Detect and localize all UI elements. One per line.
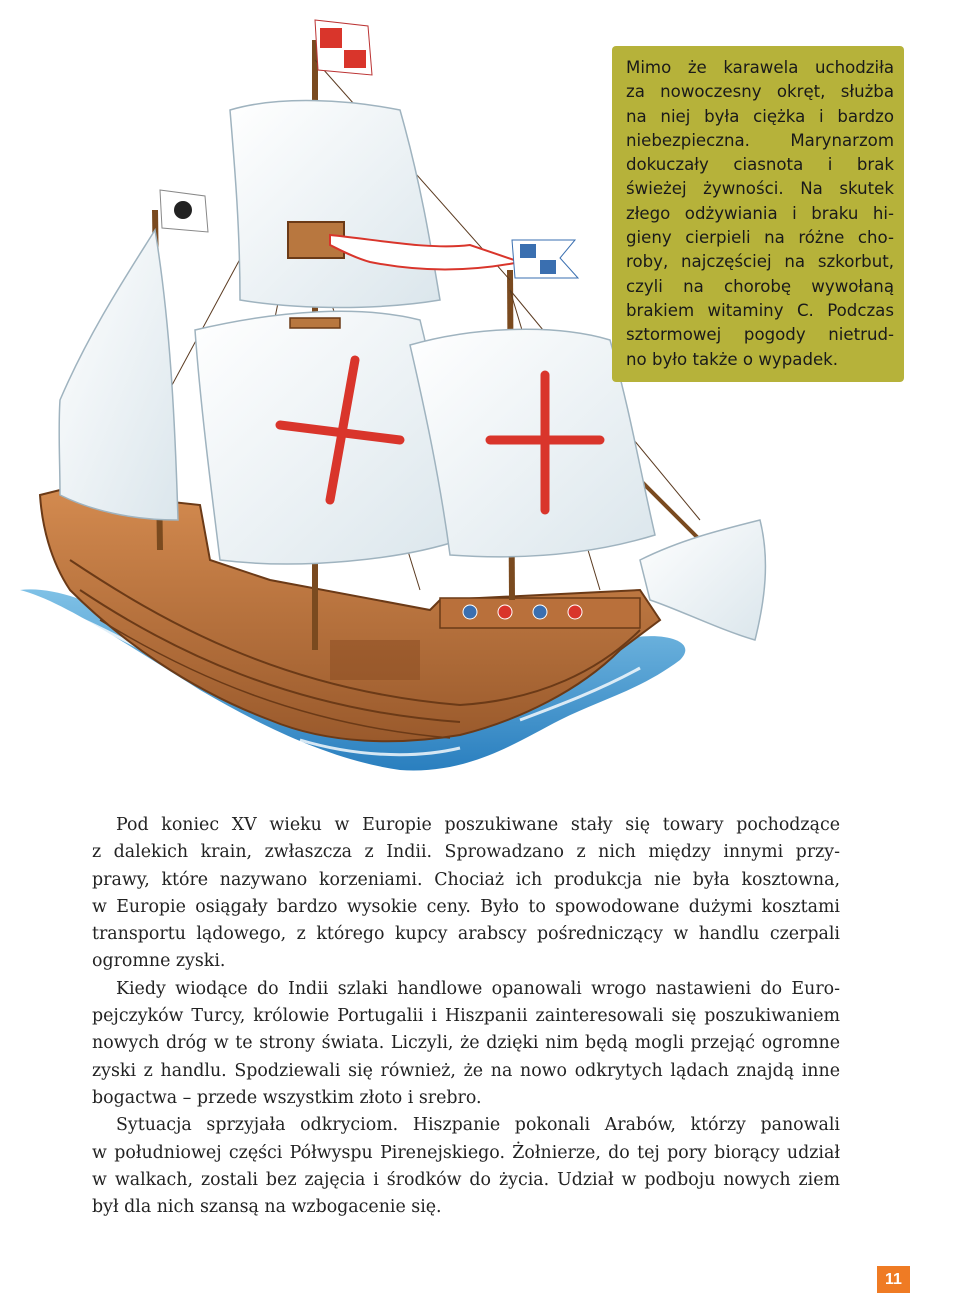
callout-line: na niej była ciężka i bardzo bbox=[626, 106, 894, 126]
paragraph-line: w Europie osiągały bardzo wysokie ceny. Było to spowodowane dużymi kosztami bbox=[92, 896, 840, 917]
paragraph-line: bogactwa – przede wszystkim złoto i srebro. bbox=[92, 1087, 482, 1108]
paragraph-line: prawy, które nazywano korzeniami. Chociaż ich produkcja nie była kosztowna, bbox=[92, 869, 840, 890]
callout-line: roby, najczęściej na szkorbut, bbox=[626, 252, 894, 272]
paragraph-line: w południowej części Półwyspu Pirenejskiego. Żołnierze, do tej pory biorący udział bbox=[92, 1142, 840, 1163]
callout-line: złego odżywiania i braku hi- bbox=[626, 203, 894, 223]
paragraph-line: w walkach, zostali bez zajęcia i środków do życia. Udział w podboju nowych ziem bbox=[92, 1169, 840, 1190]
paragraph-line: Sytuacja sprzyjała odkryciom. Hiszpanie pokonali Arabów, którzy panowali bbox=[116, 1115, 840, 1136]
info-callout-box bbox=[612, 46, 904, 382]
callout-line: czyli na chorobę wywołaną bbox=[626, 276, 894, 296]
paragraph-line: transportu lądowego, z którego kupcy arabscy pośredniczący w handlu czerpali bbox=[92, 924, 840, 945]
paragraph-line: Pod koniec XV wieku w Europie poszukiwane stały się towary pochodzące bbox=[116, 815, 840, 835]
callout-line: Mimo że karawela uchodziła bbox=[626, 58, 894, 77]
paragraph-line: z dalekich krain, zwłaszcza z Indii. Sprowadzano z nich między innymi przy- bbox=[92, 842, 840, 863]
callout-line: no było także o wypadek. bbox=[626, 349, 839, 369]
paragraph-line: ogromne zyski. bbox=[92, 951, 226, 972]
paragraph-line: Kiedy wiodące do Indii szlaki handlowe opanowali wrogo nastawieni do Euro- bbox=[116, 978, 840, 999]
paragraph-line: nowych dróg w te strony świata. Liczyli, że dzięki nim będą mogli przejąć ogromne bbox=[92, 1033, 840, 1054]
callout-line: dokuczały ciasnota i brak bbox=[626, 155, 894, 175]
callout-line: niebezpieczna. Marynarzom bbox=[626, 130, 894, 150]
main-body-text bbox=[92, 812, 840, 1221]
callout-line: sztormowej pogody nietrud- bbox=[626, 325, 894, 345]
callout-line: świeżej żywności. Na skutek bbox=[626, 179, 894, 199]
callout-line: brakiem witaminy C. Podczas bbox=[626, 300, 894, 320]
callout-line: za nowoczesny okręt, służba bbox=[626, 82, 894, 102]
callout-line: gieny cierpieli na różne cho- bbox=[626, 228, 894, 248]
paragraph-line: pejczyków Turcy, królowie Portugalii i Hiszpanii zainteresowali się poszukiwaniem bbox=[92, 1006, 840, 1027]
page-number-badge: 11 bbox=[877, 1266, 910, 1293]
paragraph-line: zyski z handlu. Spodziewali się również, że na nowo odkrytych lądach znajdą inne bbox=[92, 1060, 840, 1081]
paragraph-line: był dla nich szansą na wzbogacenie się. bbox=[92, 1197, 442, 1218]
